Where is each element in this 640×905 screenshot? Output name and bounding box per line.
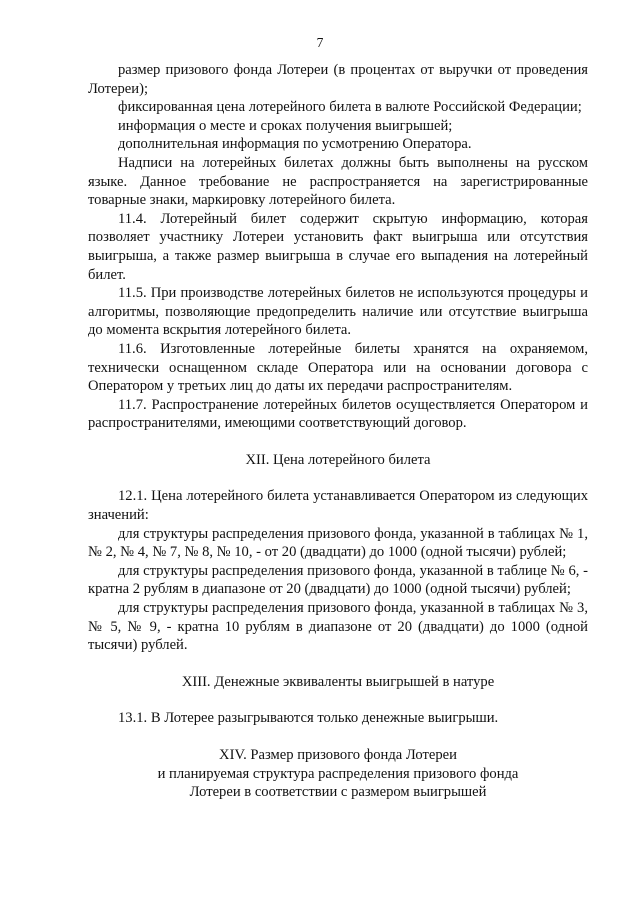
paragraph: фиксированная цена лотерейного билета в валюте Российской Федерации; [118,99,582,116]
section-14-heading: Лотереи в соответствии с размером выигрышей [189,784,487,801]
paragraph: дополнительная информация по усмотрению Оператора. [118,136,472,153]
section-14-heading: XIV. Размер призового фонда Лотереи [219,747,457,763]
paragraph-11-6: 11.6. Изготовленные лотерейные билеты хранятся на охраняемом, технически оснащенном складе Оператора или на основании договора с Оператором у третьих лиц до даты их передачи распространителям. [88,340,588,395]
paragraph: для структуры распределения призового фонда, указанной в таблице № 6, - кратна 2 рублям в диапазоне от 20 (двадцати) до 1000 (одной тысячи) рублей; [88,562,588,598]
paragraph-11-5: 11.5. При производстве лотерейных билетов не используются процедуры и алгоритмы, позволяющие предопределить наличие или отсутствие выигрыша до момента вскрытия лотерейного билета. [88,285,588,339]
section-13-heading: XIII. Денежные эквиваленты выигрышей в натуре [181,673,495,690]
page-number: 7 [316,35,324,50]
section-14-heading: и планируемая структура распределения призового фонда [157,765,519,782]
paragraph-11-4: 11.4. Лотерейный билет содержит скрытую информацию, которая позволяет участнику Лотереи установить факт выигрыша или отсутствия выигрыша, а также размер выигрыша в случае его выпадения на лотерейный билет. [88,210,588,283]
page-content [88,61,588,802]
paragraph: Надписи на лотерейных билетах должны быть выполнены на русском языке. Данное требование не распространяется на зарегистрированные товарные знаки, маркировку лотерейного билета. [88,154,588,209]
paragraph-13-1: 13.1. В Лотерее разыгрываются только денежные выигрыши. [118,710,499,727]
paragraph: для структуры распределения призового фонда, указанной в таблицах № 3, № 5, № 9, - кратна 10 рублям в диапазоне от 20 (двадцати) до 1000 (одной тысячи) рублей. [88,600,588,654]
paragraph: размер призового фонда Лотереи (в процентах от выручки от проведения Лотереи); [88,62,588,97]
section-12-heading: XII. Цена лотерейного билета [245,451,431,468]
paragraph: для структуры распределения призового фонда, указанной в таблицах № 1, № 2, № 4, № 7, № 8, № 10, - от 20 (двадцати) до 1000 (одной тысячи) рублей; [88,525,588,561]
paragraph-12-1: 12.1. Цена лотерейного билета устанавливается Оператором из следующих значений: [88,488,588,524]
paragraph: информация о месте и сроках получения выигрышей; [118,117,453,134]
paragraph-11-7: 11.7. Распространение лотерейных билетов осуществляется Оператором и распространителями, имеющими соответствующий договор. [88,396,588,432]
